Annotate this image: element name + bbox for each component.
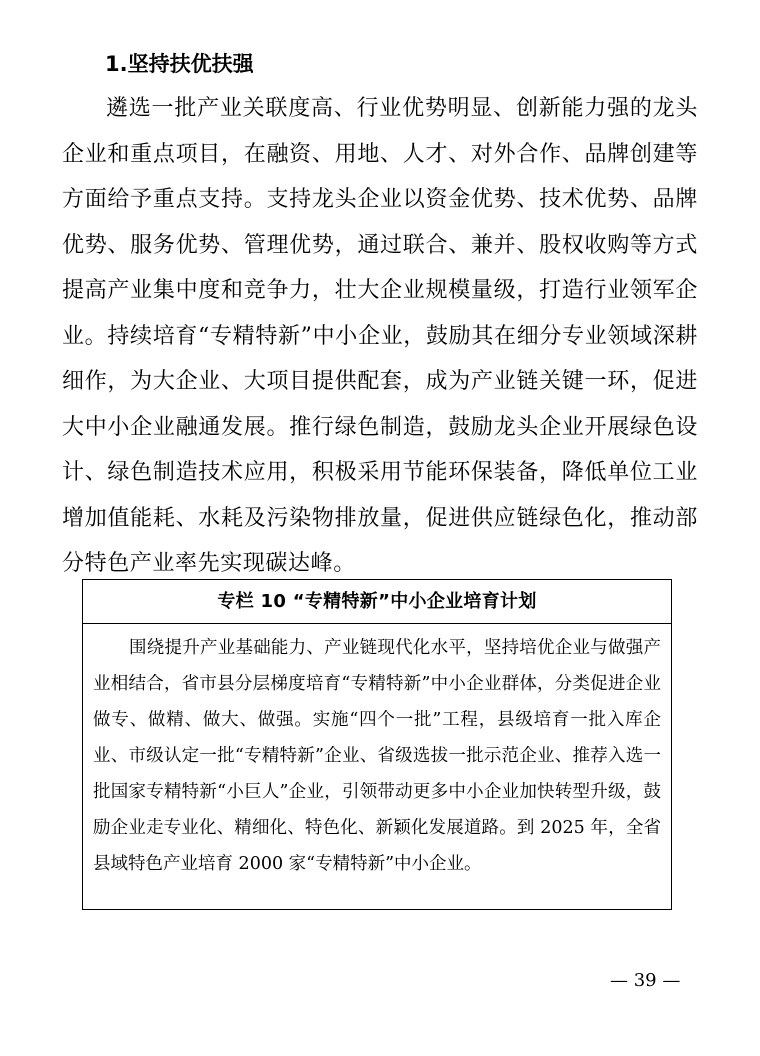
column-box-title: 专栏 10 “专精特新”中小企业培育计划 xyxy=(83,580,671,624)
body-paragraph: 遴选一批产业关联度高、行业优势明显、创新能力强的龙头企业和重点项目，在融资、用地、人才、对外合作、品牌创建等方面给予重点支持。支持龙头企业以资金优势、技术优势、品牌优势、服务优势、管理优势，通过联合、兼并、股权收购等方式提高产业集中度和竞争力，壮大企业规模量级，打造行业领军企业。持续培育“专精特新”中小企业，鼓励其在细分专业领域深耕细作，为大企业、大项目提供配套，成为产业链关键一环，促进大中小企业融通发展。推行绿色制造，鼓励龙头企业开展绿色设计、绿色制造技术应用，积极采用节能环保装备，降低单位工业增加值能耗、水耗及污染物排放量，促进供应链绿色化，推动部分特色产业率先实现碳达峰。 xyxy=(62,96,698,576)
page-number: — 39 — xyxy=(610,970,681,991)
column-box-text: 围绕提升产业基础能力、产业链现代化水平，坚持培优企业与做强产业相结合，省市县分层梯度培育“专精特新”中小企业群体，分类促进企业做专、做精、做大、做强。实施“四个一批”工程，县级培育一批入库企业、市级认定一批“专精特新”企业、省级选拔一批示范企业、推荐入选一批国家专精特新“小巨人”企业，引领带动更多中小企业加快转型升级，鼓励企业走专业化、精细化、特色化、新颖化发展道路。到 2025 年，全省县域特色产业培育 2000 家“专精特新”中小企业。 xyxy=(93,638,661,874)
column-box xyxy=(82,579,672,910)
section-heading: 1.坚持扶优扶强 xyxy=(105,52,254,76)
